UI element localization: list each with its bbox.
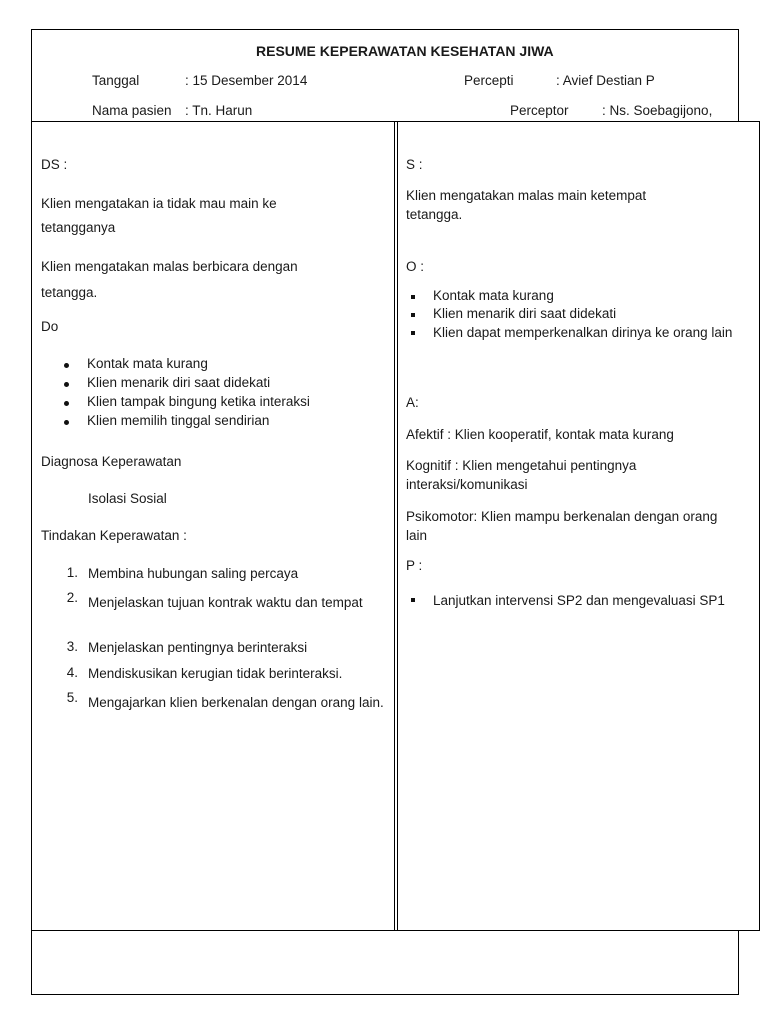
ds-label: DS : <box>41 157 68 172</box>
perceptor-label: Perceptor <box>510 103 569 118</box>
s-label: S : <box>406 157 423 172</box>
item-number: 4. <box>66 665 78 680</box>
item-number: 5. <box>66 690 78 705</box>
p-list: Lanjutkan intervensi SP2 dan mengevaluasi SP1 <box>411 591 751 631</box>
tindakan-label: Tindakan Keperawatan : <box>41 528 187 543</box>
outer-top-border <box>31 29 739 30</box>
bullet-icon <box>64 420 69 425</box>
header-bottom-border <box>31 121 760 122</box>
nama-pasien-value: : Tn. Harun <box>185 103 253 118</box>
ds-statement-2: Klien mengatakan malas berbicara dengan tetangga. <box>41 259 298 300</box>
document-title: RESUME KEPERAWATAN KESEHATAN JIWA <box>256 43 554 59</box>
bullet-icon <box>411 331 415 335</box>
ds-statement-1: Klien mengatakan ia tidak mau main ke tetangganya <box>41 196 277 235</box>
column-divider-left <box>394 121 395 931</box>
bullet-icon <box>64 401 69 406</box>
psikomotor-text: Psikomotor: Klien mampu berkenalan dengan orang lain <box>406 509 718 543</box>
kognitif-text: Kognitif : Klien mengetahui pentingnya interaksi/komunikasi <box>406 458 637 492</box>
do-list: Kontak mata kurang Klien menarik diri saat didekati Klien tampak bingung ketika interaksi Klien memilih tinggal sendirian <box>64 356 384 436</box>
perceptor-value: : Ns. Soebagijono, <box>602 103 713 118</box>
o-label: O : <box>406 259 425 274</box>
bullet-icon <box>64 363 69 368</box>
percepti-value: : Avief Destian P <box>556 73 655 88</box>
footer-right-border <box>738 930 739 995</box>
tanggal-value: : 15 Desember 2014 <box>185 73 308 88</box>
tindakan-list: 1. Membina hubungan saling percaya 2. Menjelaskan tujuan kontrak waktu dan tempat 3. Menjelaskan pentingnya berinteraksi 4. Mendiskusikan kerugian tidak berinteraksi. 5. Mengajarkan klien berkenalan dengan orang lain. <box>60 565 385 745</box>
tanggal-label: Tanggal <box>92 73 140 88</box>
nama-pasien-label: Nama pasien <box>92 103 172 118</box>
body-bottom-border <box>31 930 760 931</box>
p-label: P : <box>406 558 423 573</box>
bullet-icon <box>411 598 415 602</box>
bullet-icon <box>411 295 415 299</box>
afektif-text: Afektif : Klien kooperatif, kontak mata kurang <box>406 427 674 442</box>
a-label: A: <box>406 395 419 410</box>
bullet-icon <box>411 313 415 317</box>
diagnosa-label: Diagnosa Keperawatan <box>41 454 182 469</box>
right-column-border <box>759 121 760 931</box>
s-statement: Klien mengatakan malas main ketempat tetangga. <box>406 188 647 222</box>
item-number: 3. <box>66 639 78 654</box>
o-list: Kontak mata kurang Klien menarik diri saat didekati Klien dapat memperkenalkan dirinya ke orang lain <box>411 288 751 368</box>
diagnosa-value: Isolasi Sosial <box>88 491 167 506</box>
do-label: Do <box>41 319 59 334</box>
item-number: 1. <box>66 565 78 580</box>
percepti-label: Percepti <box>464 73 514 88</box>
column-divider-right <box>397 121 398 931</box>
outer-right-border <box>738 29 739 122</box>
bullet-icon <box>64 382 69 387</box>
footer-bottom-border <box>31 994 739 995</box>
outer-left-border <box>31 29 32 995</box>
item-number: 2. <box>66 590 78 605</box>
